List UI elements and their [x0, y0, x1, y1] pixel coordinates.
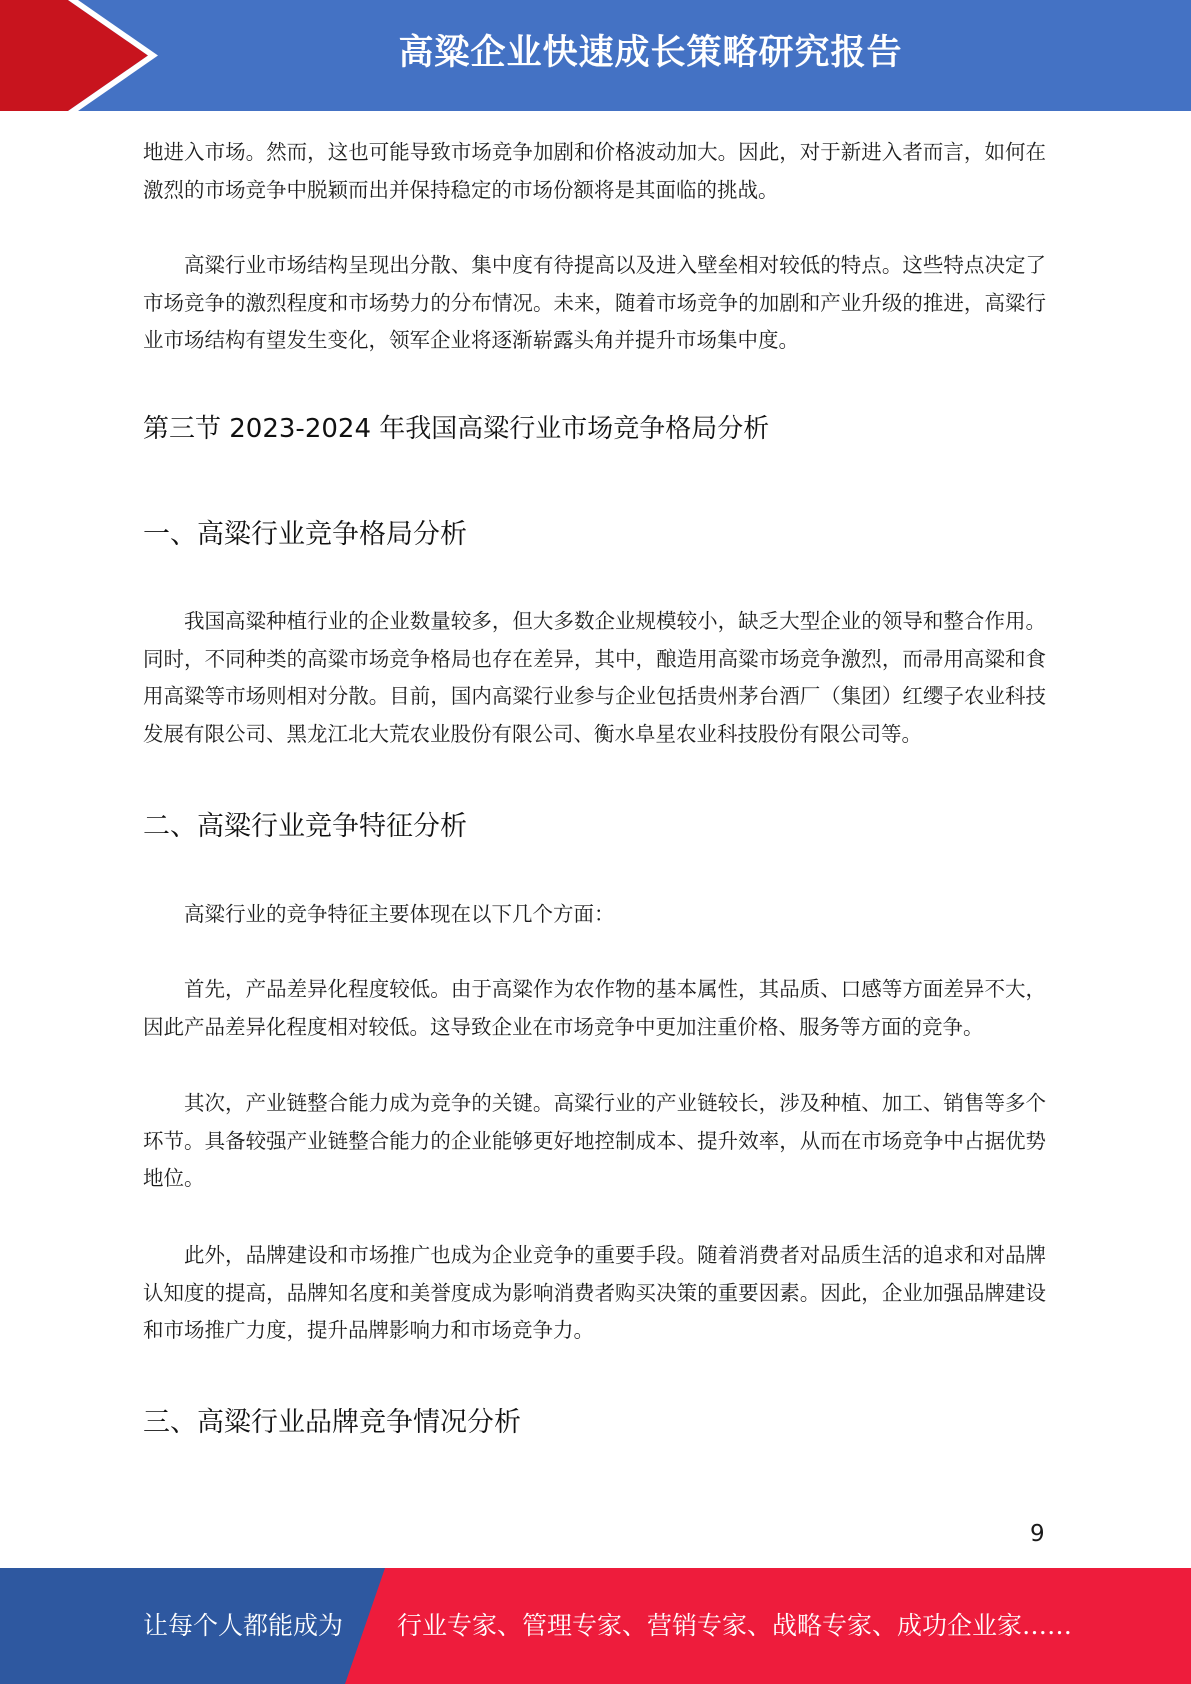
paragraph-competition-pattern: 我国高粱种植行业的企业数量较多，但大多数企业规模较小，缺乏大型企业的领导和整合作用。同时，不同种类的高粱市场竞争格局也存在差异，其中，酿造用高粱市场竞争激烈，而帚用高粱和食用高粱等市场则相对分散。目前，国内高粱行业参与企业包括贵州茅台酒厂（集团）红缨子农业科技发展有限公司、黑龙江北大荒农业股份有限公司、衡水阜星农业科技股份有限公司等。 — [143, 609, 1046, 746]
subheading-competition-pattern: 一、高粱行业竞争格局分析 — [143, 519, 467, 550]
report-title: 高粱企业快速成长策略研究报告 — [398, 33, 903, 73]
page-number: 9 — [1030, 1521, 1045, 1547]
paragraph-features-intro: 高粱行业的竞争特征主要体现在以下几个方面： — [184, 902, 615, 926]
subheading-competition-features: 二、高粱行业竞争特征分析 — [143, 811, 467, 842]
section-heading: 第三节 2023-2024 年我国高粱行业市场竞争格局分析 — [143, 414, 770, 444]
page-header — [0, 0, 1191, 111]
footer-slogan-left: 让每个人都能成为 — [143, 1611, 344, 1640]
footer-slogan-right: 行业专家、管理专家、营销专家、战略专家、成功企业家…… — [397, 1611, 1073, 1640]
paragraph-features-first: 首先，产品差异化程度较低。由于高粱作为农作物的基本属性，其品质、口感等方面差异不大，因此产品差异化程度相对较低。这导致企业在市场竞争中更加注重价格、服务等方面的竞争。 — [143, 977, 1046, 1039]
page-footer — [0, 1568, 1191, 1684]
paragraph-market-entry: 地进入市场。然而，这也可能导致市场竞争加剧和价格波动加大。因此，对于新进入者而言，如何在激烈的市场竞争中脱颖而出并保持稳定的市场份额将是其面临的挑战。 — [143, 140, 1046, 202]
subheading-brand-competition: 三、高粱行业品牌竞争情况分析 — [143, 1407, 521, 1438]
header-chevron-decoration — [0, 0, 160, 111]
paragraph-market-structure: 高粱行业市场结构呈现出分散、集中度有待提高以及进入壁垒相对较低的特点。这些特点决定了市场竞争的激烈程度和市场势力的分布情况。未来，随着市场竞争的加剧和产业升级的推进，高粱行业市场结构有望发生变化，领军企业将逐渐崭露头角并提升市场集中度。 — [143, 253, 1046, 352]
paragraph-features-second: 其次，产业链整合能力成为竞争的关键。高粱行业的产业链较长，涉及种植、加工、销售等多个环节。具备较强产业链整合能力的企业能够更好地控制成本、提升效率，从而在市场竞争中占据优势地位。 — [143, 1091, 1046, 1190]
paragraph-features-third: 此外，品牌建设和市场推广也成为企业竞争的重要手段。随着消费者对品质生活的追求和对品牌认知度的提高，品牌知名度和美誉度成为影响消费者购买决策的重要因素。因此，企业加强品牌建设和市场推广力度，提升品牌影响力和市场竞争力。 — [143, 1243, 1046, 1342]
